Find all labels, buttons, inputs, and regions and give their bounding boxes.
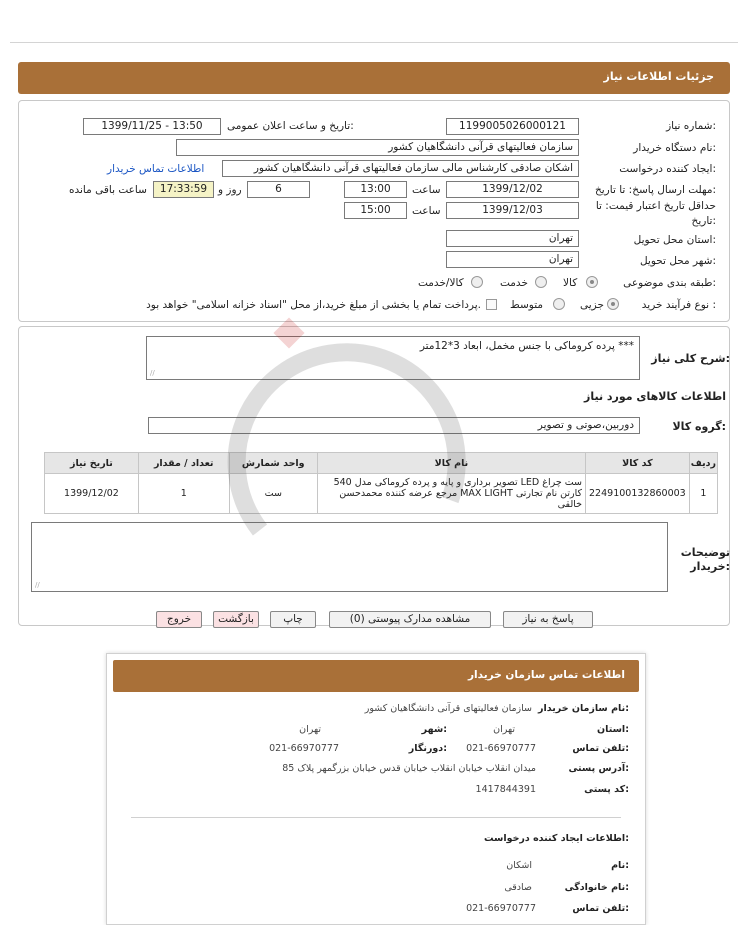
cell-need-date: 1399/12/02 (45, 474, 139, 514)
print-button[interactable]: چاپ (270, 611, 316, 628)
contact-city-label: شهر: (421, 724, 447, 735)
days-label: روز و (218, 184, 242, 196)
cell-unit: ست (229, 474, 317, 514)
need-number-field: 1199005026000121 (446, 118, 579, 135)
buyer-org-label: نام دستگاه خریدار: (633, 142, 716, 154)
header-goods-code: کد کالا (586, 453, 690, 474)
treasury-note: پرداخت تمام یا بخشی از مبلغ خرید،از محل "اسناد خزانه اسلامی" خواهد بود. (146, 299, 481, 311)
process-option-minor: جزیی (580, 299, 604, 311)
contact-postal-value: 1417844391 (475, 784, 536, 795)
days-field: 6 (247, 181, 310, 198)
reply-deadline-label: مهلت ارسال پاسخ: تا تاریخ: (594, 184, 716, 196)
cell-goods-name: ست چراغ LED تصویر برداری و پایه و پرده کروماکی مدل 540 کارتن نام تجارتی MAX LIGHT مرجع عرضه کننده محمدحسن خالقی (317, 474, 585, 514)
need-summary-text: پرده کروماکی با جنس مخمل، ابعاد 3*12متر *** (419, 340, 634, 352)
category-option-service: خدمت (500, 277, 528, 289)
category-radio-goods-service[interactable] (471, 276, 483, 288)
cell-goods-code: 2249100132860003 (586, 474, 690, 514)
remaining-time-field: 17:33:59 (153, 181, 214, 198)
process-option-medium: متوسط (510, 299, 543, 311)
category-option-goods-service: کالا/خدمت (418, 277, 464, 289)
category-radio-goods[interactable] (586, 276, 598, 288)
price-validity-label: حداقل تاریخ اعتبار قیمت: تا تاریخ: (595, 200, 716, 227)
table-row (45, 474, 718, 514)
contact-org-label: نام سازمان خریدار: (538, 703, 629, 714)
contact-phone-value: 021-66970777 (466, 743, 536, 754)
contact-phone-label: تلفن تماس: (572, 743, 629, 754)
attachments-button[interactable]: مشاهده مدارک پیوستی (0) (329, 611, 491, 628)
header-row-number: ردیف (689, 453, 717, 474)
page-header (18, 62, 730, 94)
goods-table (44, 452, 718, 514)
resize-grip-icon: // (35, 581, 40, 589)
resize-grip-icon: // (150, 369, 155, 377)
remaining-label: ساعت باقی مانده (69, 184, 147, 196)
treasury-checkbox[interactable] (486, 299, 497, 310)
creator-name-value: اشکان (506, 860, 532, 871)
header-unit: واحد شمارش (229, 453, 317, 474)
contact-org-value: سازمان فعالیتهای قرآنی دانشگاهیان کشور (364, 703, 532, 714)
table-header-row (45, 453, 718, 474)
creator-label: ایجاد کننده درخواست: (619, 163, 716, 175)
goods-info-title: اطلاعات کالاهای مورد نیاز (584, 390, 726, 403)
cell-quantity: 1 (138, 474, 229, 514)
province-label: استان محل تحویل: (633, 234, 716, 246)
process-radio-minor[interactable] (607, 298, 619, 310)
creator-field: اشکان صادقی کارشناس مالی سازمان فعالیتهای قرآنی دانشگاهیان کشور (222, 160, 579, 177)
contact-fax-label: دورنگار: (408, 743, 447, 754)
creator-phone-value: 021-66970777 (466, 903, 536, 914)
category-label: طبقه بندی موضوعی: (623, 277, 716, 289)
contact-fax-value: 021-66970777 (269, 743, 339, 754)
buyer-contact-box (106, 653, 646, 925)
creator-family-label: نام خانوادگی: (564, 882, 629, 893)
buyer-notes-textarea[interactable] (31, 522, 668, 592)
need-number-label: شماره نیاز: (666, 120, 716, 132)
contact-divider (131, 817, 621, 818)
contact-province-value: تهران (493, 724, 515, 735)
price-time-label: ساعت (412, 205, 441, 217)
creator-info-title: اطلاعات ایجاد کننده درخواست: (483, 833, 629, 844)
back-button[interactable]: بازگشت (213, 611, 259, 628)
category-option-goods: کالا (563, 277, 578, 289)
page-title: جزئیات اطلاعات نیاز (603, 70, 714, 83)
contact-province-label: استان: (597, 724, 629, 735)
province-field: تهران (446, 230, 579, 247)
buyer-notes-label: توضیحات خریدار: (680, 546, 730, 573)
creator-family-value: صادقی (504, 882, 532, 893)
reply-button[interactable]: پاسخ به نیاز (503, 611, 593, 628)
exit-button[interactable]: خروج (156, 611, 202, 628)
city-label: شهر محل تحویل: (639, 255, 716, 267)
need-summary-textarea (146, 336, 640, 380)
contact-postal-label: کد پستی: (584, 784, 629, 795)
header-need-date: تاریخ نیاز (45, 453, 139, 474)
creator-phone-label: تلفن تماس: (572, 903, 629, 914)
reply-time-label: ساعت (412, 184, 441, 196)
process-radio-medium[interactable] (553, 298, 565, 310)
header-goods-name: نام کالا (317, 453, 585, 474)
top-divider (10, 42, 738, 43)
contact-title: اطلاعات تماس سازمان خریدار (468, 669, 625, 681)
contact-address-value: میدان انقلاب خیابان انقلاب خیابان قدس خیابان بزرگمهر پلاک 85 (282, 763, 536, 774)
price-date-field: 1399/12/03 (446, 202, 579, 219)
announce-field: 1399/11/25 - 13:50 (83, 118, 221, 135)
process-label: نوع فرآیند خرید : (641, 299, 716, 311)
contact-header (113, 660, 639, 692)
reply-time-field: 13:00 (344, 181, 407, 198)
creator-name-label: نام: (611, 860, 629, 871)
city-field: تهران (446, 251, 579, 268)
goods-group-field: دوربین،صوتی و تصویر (148, 417, 640, 434)
need-summary-label: شرح کلی نیاز: (651, 352, 730, 365)
header-quantity: تعداد / مقدار (138, 453, 229, 474)
cell-row-number: 1 (689, 474, 717, 514)
contact-city-value: تهران (299, 724, 321, 735)
announce-label: تاریخ و ساعت اعلان عمومی: (227, 120, 354, 132)
price-time-field: 15:00 (344, 202, 407, 219)
buyer-org-field: سازمان فعالیتهای قرآنی دانشگاهیان کشور (176, 139, 579, 156)
goods-group-label: گروه کالا: (672, 420, 726, 433)
category-radio-service[interactable] (535, 276, 547, 288)
buyer-contact-link[interactable]: اطلاعات تماس خریدار (107, 163, 205, 175)
contact-address-label: آدرس پستی: (568, 763, 629, 774)
reply-date-field: 1399/12/02 (446, 181, 579, 198)
